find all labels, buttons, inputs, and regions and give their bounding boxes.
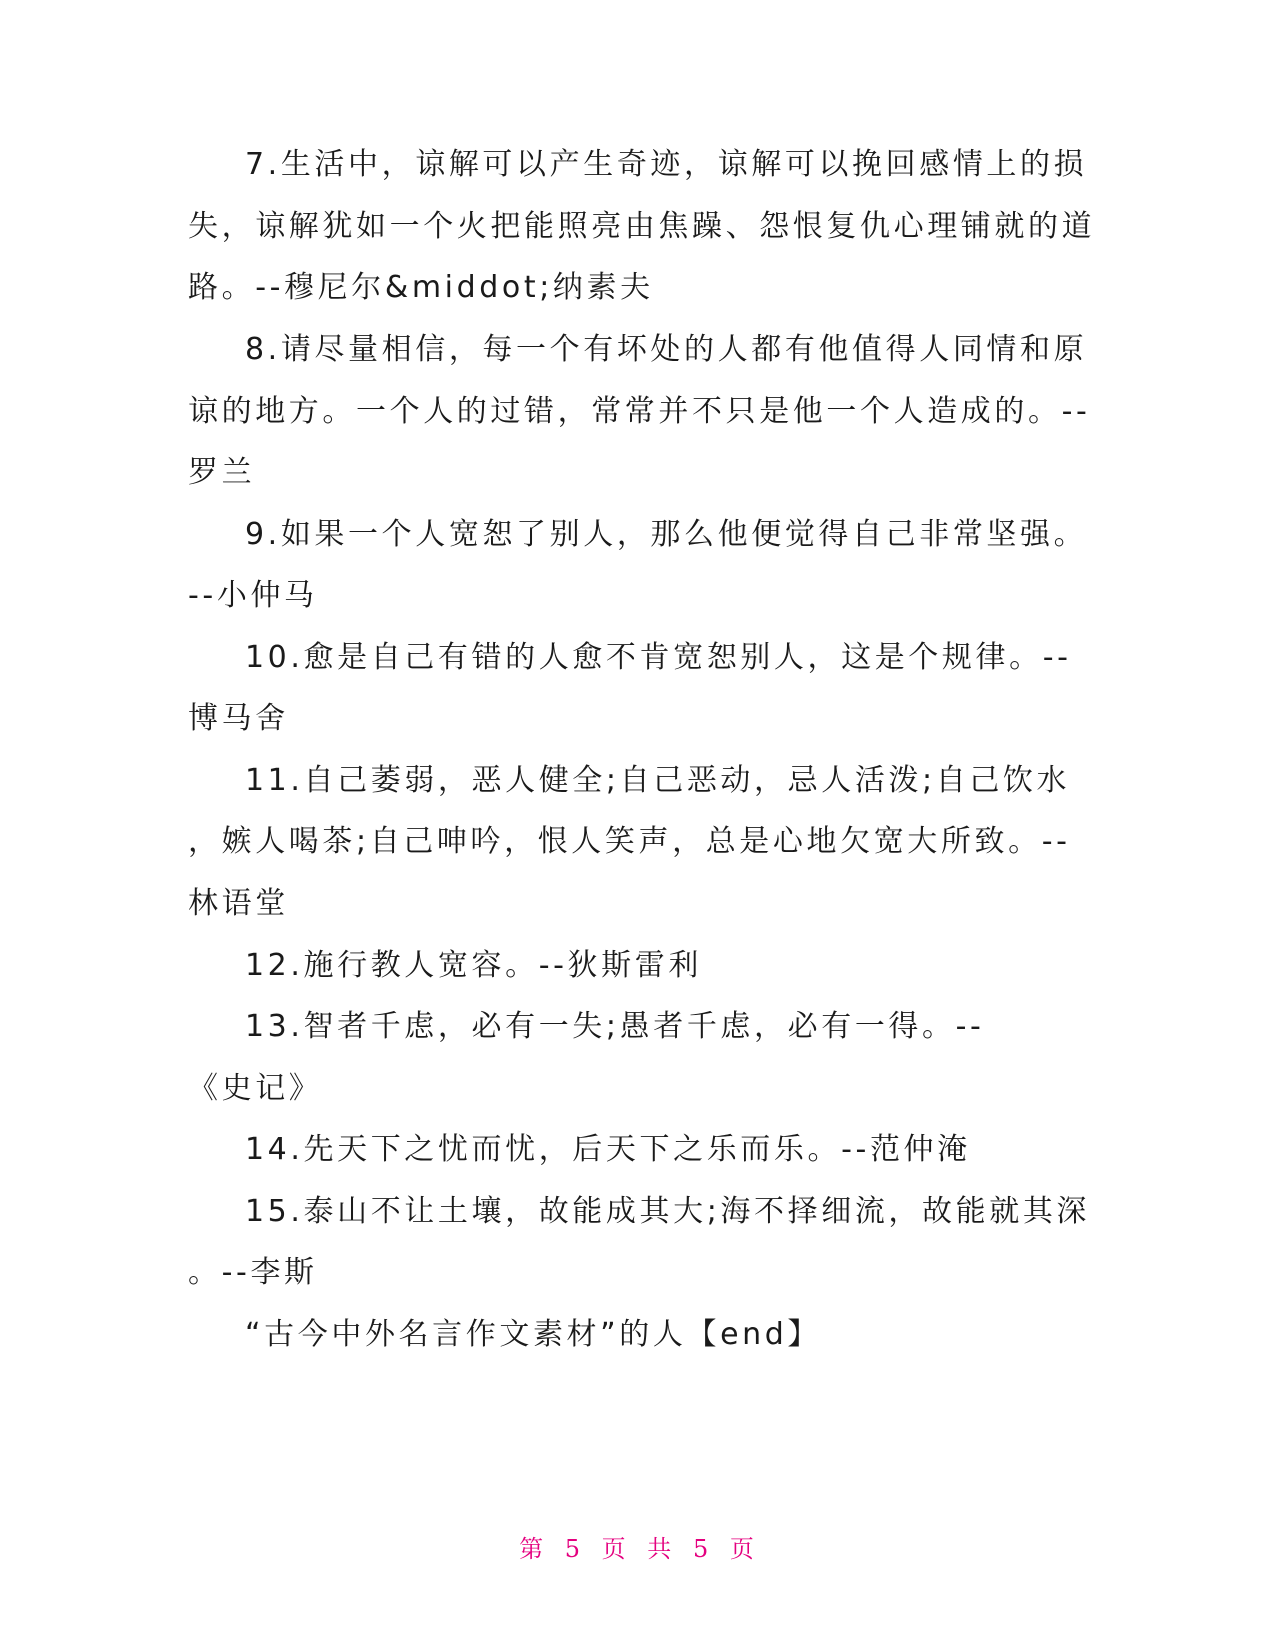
quote-9-line-1: 9.如果一个人宽恕了别人，那么他便觉得自己非常坚强。	[245, 517, 1088, 552]
quote-8-line-3: 罗兰	[188, 455, 256, 490]
quote-15-line-2: 。--李斯	[188, 1255, 318, 1290]
quote-8-line-2: 谅的地方。一个人的过错，常常并不只是他一个人造成的。--	[188, 394, 1091, 429]
quote-10-line-2: 博马舍	[188, 701, 289, 736]
quote-14-line-1: 14.先天下之忧而忧，后天下之乐而乐。--范仲淹	[245, 1132, 971, 1167]
quote-7-line-2: 失，谅解犹如一个火把能照亮由焦躁、怨恨复仇心理铺就的道	[188, 209, 1096, 244]
quote-15-line-1: 15.泰山不让土壤，故能成其大;海不择细流，故能就其深	[245, 1194, 1091, 1229]
page-number-footer: 第 5 页 共 5 页	[519, 1535, 756, 1563]
quote-11-line-3: 林语堂	[188, 886, 289, 921]
quote-9-line-2: --小仲马	[188, 578, 318, 613]
quote-7-line-1: 7.生活中，谅解可以产生奇迹，谅解可以挽回感情上的损	[245, 147, 1088, 182]
quote-12-line-1: 12.施行教人宽容。--狄斯雷利	[245, 948, 702, 983]
quote-7-line-3: 路。--穆尼尔&middot;纳素夫	[188, 270, 654, 305]
quote-13-line-1: 13.智者千虑，必有一失;愚者千虑，必有一得。--	[245, 1009, 985, 1044]
quote-13-line-2: 《史记》	[188, 1071, 323, 1106]
quote-10-line-1: 10.愈是自己有错的人愈不肯宽恕别人，这是个规律。--	[245, 640, 1072, 675]
quote-11-line-1: 11.自己萎弱，恶人健全;自己恶动，忌人活泼;自己饮水	[245, 763, 1071, 798]
quote-11-line-2: ，嫉人喝茶;自己呻吟，恨人笑声，总是心地欠宽大所致。--	[188, 824, 1071, 859]
closing-line: “古今中外名言作文素材”的人【end】	[245, 1317, 821, 1352]
quote-8-line-1: 8.请尽量相信，每一个有坏处的人都有他值得人同情和原	[245, 332, 1088, 367]
